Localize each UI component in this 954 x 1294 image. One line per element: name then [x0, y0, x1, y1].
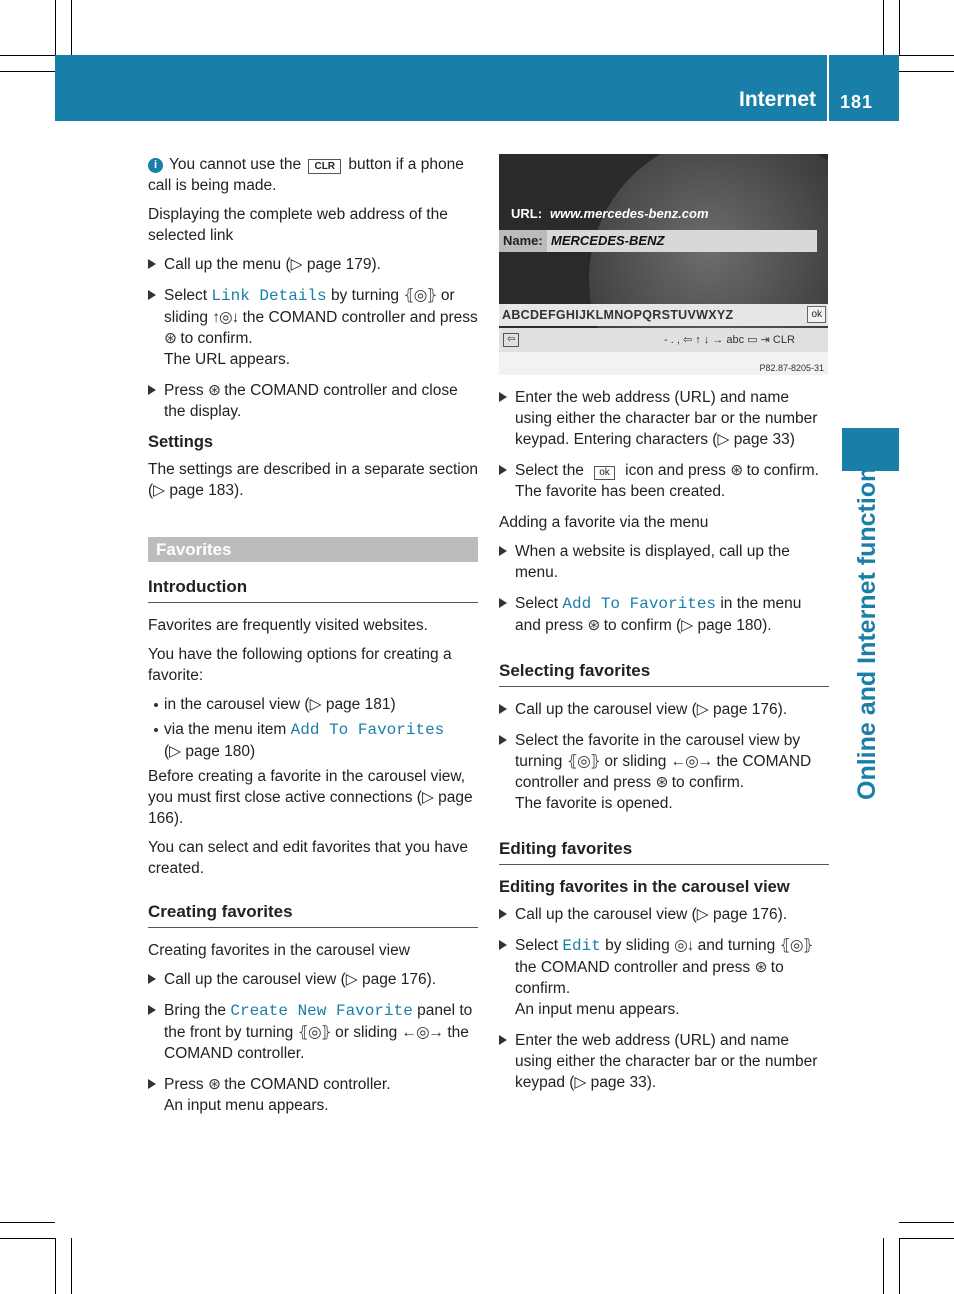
press-controller-icon: ⊛: [730, 462, 743, 479]
slide-horizontal-icon: ←◎→: [401, 1024, 444, 1041]
menu-item-create-new-favorite: Create New Favorite: [230, 1002, 413, 1020]
step-arrow-icon: [148, 385, 156, 395]
step-arrow-icon: [148, 290, 156, 300]
toolbar-tools: - . , ⇦ ↑ ↓ → abc ▭ ⇥ CLR: [664, 334, 795, 346]
slide-horizontal-icon: ←◎→: [670, 753, 713, 770]
settings-heading: Settings: [148, 433, 214, 451]
character-bar: ABCDEFGHIJKLMNOPQRSTUVWXYZ: [499, 304, 828, 326]
press-controller-icon: ⊛: [587, 617, 600, 634]
crop-mark: [71, 1238, 72, 1294]
crop-mark: [899, 0, 900, 55]
step: Enter the web address (URL) and name using either the character bar or the number keypad. Entering characters (▷ page 33): [499, 387, 829, 450]
step-arrow-icon: [499, 704, 507, 714]
crop-mark: [899, 1238, 954, 1239]
left-column: [148, 154, 478, 1126]
step-arrow-icon: [499, 909, 507, 919]
turn-controller-icon: ⦃◎⦄: [566, 753, 600, 770]
ok-icon: ok: [807, 306, 826, 323]
crop-mark: [0, 55, 55, 56]
bullet-item: via the menu item Add To Favorites (▷ page 180): [148, 719, 478, 762]
right-column: [499, 387, 829, 1103]
page-number: 181: [840, 92, 874, 112]
step: Select Add To Favorites in the menu and press ⊛ to confirm (▷ page 180).: [499, 593, 829, 636]
press-controller-icon: ⊛: [207, 1076, 220, 1093]
step: Call up the carousel view (▷ page 176).: [148, 969, 478, 990]
display-heading: Displaying the complete web address of the selected link: [148, 206, 448, 244]
step-arrow-icon: [499, 465, 507, 475]
step-arrow-icon: [499, 598, 507, 608]
crop-mark: [883, 1238, 884, 1294]
paragraph: Before creating a favorite in the carousel view, you must first close active connections (▷ page 166).: [148, 768, 473, 827]
step: Press ⊛ the COMAND controller and close the display.: [148, 380, 478, 422]
bullet-item: in the carousel view (▷ page 181): [148, 694, 478, 715]
paragraph: You have the following options for creating a favorite:: [148, 646, 452, 684]
name-row: Name: MERCEDES-BENZ: [499, 230, 817, 252]
crop-mark: [899, 1238, 900, 1294]
crop-mark: [0, 1238, 55, 1239]
menu-item-add-to-favorites: Add To Favorites: [290, 721, 445, 739]
press-controller-icon: ⊛: [754, 959, 767, 976]
step: Press ⊛ the COMAND controller. An input menu appears.: [148, 1074, 478, 1116]
step-arrow-icon: [148, 1005, 156, 1015]
menu-item-edit: Edit: [562, 937, 601, 955]
creating-heading: Creating favorites: [148, 901, 478, 928]
paragraph: Adding a favorite via the menu: [499, 514, 709, 531]
step-arrow-icon: [148, 259, 156, 269]
back-icon: ⇦: [503, 333, 519, 347]
step: Call up the carousel view (▷ page 176).: [499, 699, 829, 720]
turn-controller-icon: ⦃◎⦄: [297, 1024, 331, 1041]
step: Select the favorite in the carousel view by turning ⦃◎⦄ or sliding ←◎→ the COMAND controller and press ⊛ to confirm. The favorite is opened.: [499, 730, 829, 814]
crop-mark: [0, 71, 55, 72]
step-arrow-icon: [499, 1035, 507, 1045]
step: Call up the menu (▷ page 179).: [148, 254, 478, 275]
settings-text: The settings are described in a separate section (▷ page 183).: [148, 461, 478, 499]
ok-key-icon: ok: [594, 466, 615, 480]
bullet-dot-icon: [154, 703, 158, 707]
paragraph: Creating favorites in the carousel view: [148, 942, 410, 959]
image-code: P82.87-8205-31: [759, 363, 824, 373]
step: When a website is displayed, call up the menu.: [499, 541, 829, 583]
crop-mark: [0, 1222, 55, 1223]
crop-mark: [55, 0, 56, 55]
editing-subheading: Editing favorites in the carousel view: [499, 878, 790, 896]
turn-controller-icon: ⦃◎⦄: [403, 287, 437, 304]
press-controller-icon: ⊛: [164, 330, 176, 347]
paragraph: You can select and edit favorites that you have created.: [148, 839, 468, 877]
slide-vertical-icon: ↑◎↓: [212, 309, 239, 326]
step-arrow-icon: [499, 392, 507, 402]
step: Select Edit by sliding ◎↓ and turning ⦃◎⦄ the COMAND controller and press ⊛ to confirm. An input menu appears.: [499, 935, 829, 1020]
page-title: Internet: [738, 88, 816, 111]
step: Call up the carousel view (▷ page 176).: [499, 904, 829, 925]
press-controller-icon: ⊛: [207, 382, 220, 399]
paragraph: Favorites are frequently visited websites.: [148, 617, 428, 634]
step-arrow-icon: [499, 735, 507, 745]
crop-mark: [899, 71, 954, 72]
crop-mark: [55, 1238, 56, 1294]
slide-down-icon: ◎↓: [674, 937, 694, 954]
info-icon: i: [148, 158, 163, 173]
step-arrow-icon: [499, 546, 507, 556]
comand-screen-image: [499, 154, 828, 375]
chapter-title: Online and Internet functions: [853, 452, 881, 800]
step-arrow-icon: [148, 974, 156, 984]
section-bar-favorites: Favorites: [148, 537, 478, 562]
menu-item-link-details: Link Details: [211, 287, 327, 305]
clr-key-icon: CLR: [308, 159, 341, 174]
introduction-heading: Introduction: [148, 576, 478, 603]
crop-mark: [899, 55, 954, 56]
selecting-heading: Selecting favorites: [499, 660, 829, 687]
screen-toolbar: [499, 328, 828, 352]
info-note: i You cannot use the CLR button if a phone call is being made.: [148, 156, 464, 194]
crop-mark: [899, 1222, 954, 1223]
url-row: URL: www.mercedes-benz.com: [511, 206, 709, 221]
turn-controller-icon: ⦃◎⦄: [779, 937, 813, 954]
press-controller-icon: ⊛: [655, 774, 668, 791]
crop-mark: [883, 0, 884, 55]
editing-heading: Editing favorites: [499, 838, 829, 865]
menu-item-add-to-favorites: Add To Favorites: [562, 595, 717, 613]
screen-footer: [499, 352, 828, 375]
header-divider: [827, 55, 829, 121]
crop-mark: [71, 0, 72, 55]
step-arrow-icon: [499, 940, 507, 950]
step: Select the ok icon and press ⊛ to confirm. The favorite has been created.: [499, 460, 829, 502]
step: Enter the web address (URL) and name using either the character bar or the number keypad (▷ page 33).: [499, 1030, 829, 1093]
bullet-dot-icon: [154, 728, 158, 732]
step: Select Link Details by turning ⦃◎⦄ or sliding ↑◎↓ the COMAND controller and press ⊛ to confirm. The URL appears.: [148, 285, 478, 370]
step-arrow-icon: [148, 1079, 156, 1089]
step: Bring the Create New Favorite panel to the front by turning ⦃◎⦄ or sliding ←◎→ the COMAND controller.: [148, 1000, 478, 1064]
